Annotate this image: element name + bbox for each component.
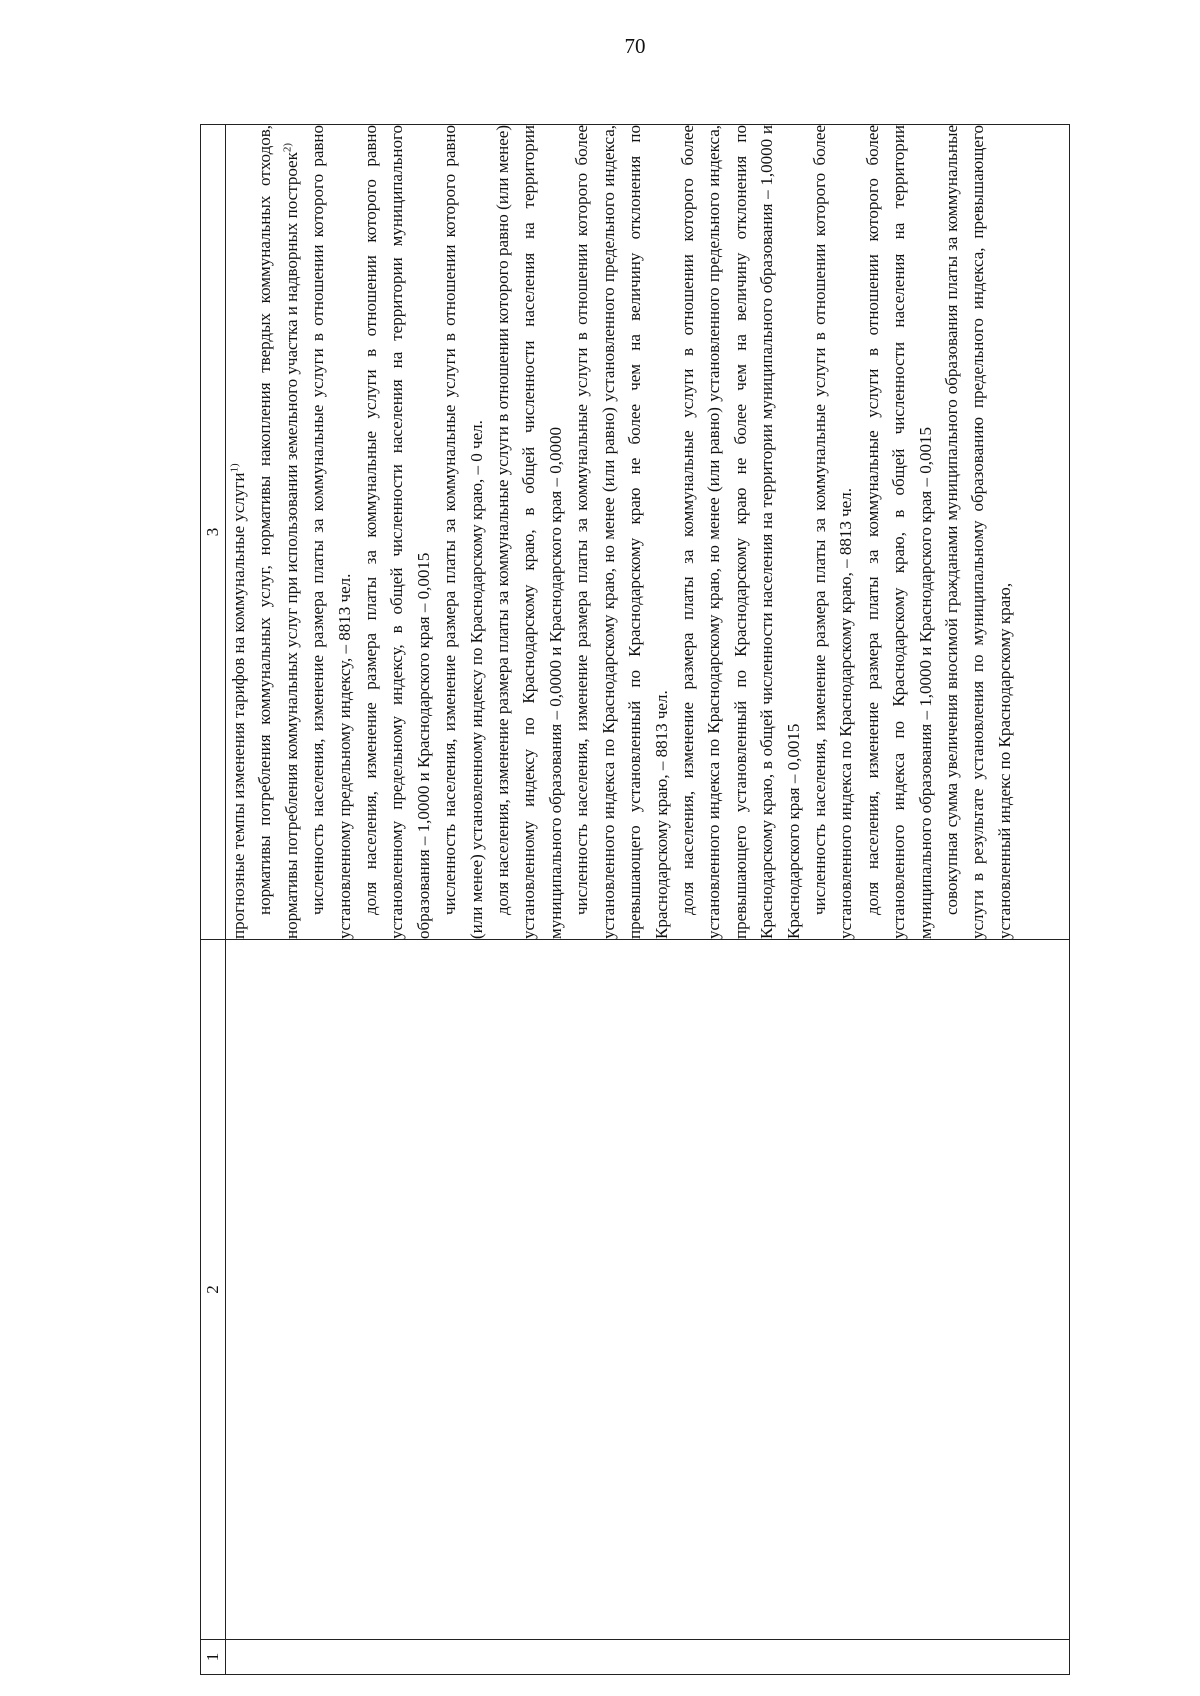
- paragraph: [490, 125, 569, 939]
- table-header-row: [201, 125, 226, 1675]
- paragraph: [939, 125, 1018, 939]
- footnote-marker: 1): [228, 463, 241, 473]
- paragraph-lead-text: прогнозные темпы изменения тарифов на коммунальные услуги: [229, 472, 248, 939]
- rotated-table-sheet: [200, 125, 1070, 1675]
- cell-col2: [226, 940, 1070, 1640]
- paragraph: [569, 125, 675, 939]
- paragraph: [675, 125, 807, 939]
- paragraph-text: нормативы потребления коммунальных услуг, нормативы накопления твердых коммунальных отходов, нормативы потребления коммунальных услуг при использовании земельного участка и надворных построек: [255, 125, 301, 939]
- paragraph: [252, 125, 305, 939]
- paragraph-text: совокупная сумма увеличения вносимой гражданами муниципального образования платы за коммунальные услуги в результате установления по муниципальному образованию предельного индекса, превышающего установленный индекс по Краснодарскому краю,: [941, 125, 1014, 939]
- paragraph-text: доля населения, изменение размера платы за коммунальные услуги в отношении которого равно установленному предельному индексу, в общей численности населения на территории муниципального образования – 1,0000 и Краснодарского края – 0,0015: [361, 125, 433, 939]
- page-number: 70: [624, 34, 646, 58]
- paragraph-text: доля населения, изменение размера платы за коммунальные услуги в отношении которого равно (или менее) установленному индексу по Краснодарскому краю, в общей численности населения на территории муниципального образования – 0,0000 и Краснодарского края – 0,0000: [493, 125, 565, 939]
- column-header-2: 2: [201, 940, 226, 1640]
- footnote-marker: 2): [281, 142, 294, 153]
- paragraph-text: численность населения, изменение размера платы за коммунальные услуги в отношении которого более установленного индекса по Краснодарскому краю, – 8813 чел.: [809, 125, 856, 939]
- paragraph-text: численность населения, изменение размера платы за коммунальные услуги в отношении которого более установленного индекса по Краснодарскому краю, но менее (или равно) установленного предельного индекса, превышающего установленный по Краснодарскому краю не более чем на величину отклонения по Краснодарскому краю, – 8813 чел.: [572, 125, 671, 939]
- column-header-3: 3: [201, 125, 226, 940]
- paragraph-lead: [226, 125, 252, 939]
- table-row: [226, 125, 1070, 1675]
- paragraph-text: численность населения, изменение размера платы за коммунальные услуги в отношении которого равно (или менее) установленному индексу по Краснодарскому краю, – 0 чел.: [440, 125, 486, 939]
- paragraph: [305, 125, 358, 939]
- paragraph: [860, 125, 939, 939]
- cell-col3: [226, 125, 1070, 940]
- column-header-1: 1: [201, 1640, 226, 1675]
- paragraph: [807, 125, 860, 939]
- cell-col1: [226, 1640, 1070, 1675]
- paragraph: [358, 125, 437, 939]
- paragraph-text: доля населения, изменение размера платы за коммунальные услуги в отношении которого более установленного индекса по Краснодарскому краю, но менее (или равно) установленного предельного индекса, превышающего установленный по Краснодарскому краю не более чем на величину отклонения по Краснодарскому краю, в общей численности населения на территории муниципального образования – 1,0000 и Краснодарского края – 0,0015: [677, 125, 803, 939]
- paragraph: [437, 125, 490, 939]
- data-table: [200, 124, 1070, 1675]
- paragraph-text: численность населения, изменение размера платы за коммунальные услуги в отношении которого равно установленному предельному индексу, – 8813 чел.: [308, 125, 354, 939]
- paragraph-text: доля населения, изменение размера платы за коммунальные услуги в отношении которого более установленного индекса по Краснодарскому краю, в общей численности населения на территории муниципального образования – 1,0000 и Краснодарского края – 0,0015: [862, 125, 935, 939]
